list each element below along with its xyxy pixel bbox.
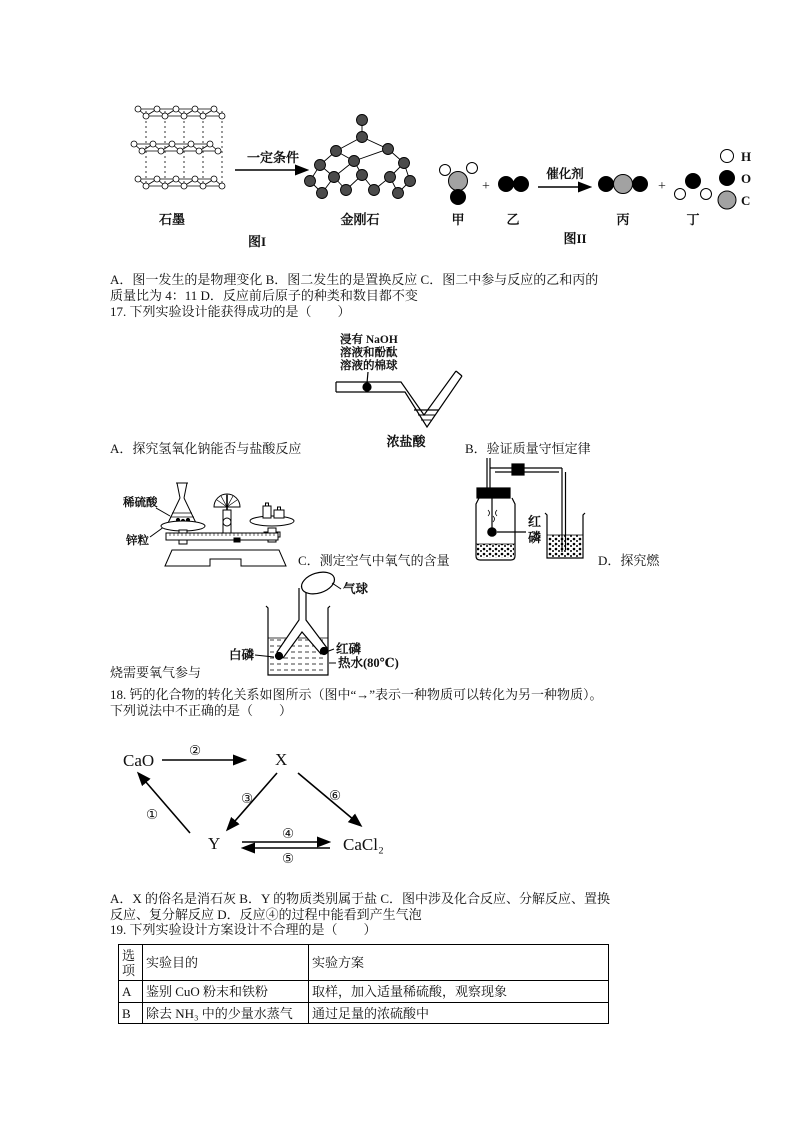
c-atom-icon — [718, 191, 736, 209]
catalyst-label: 催化剂 — [546, 167, 584, 181]
o-atom-icon — [719, 170, 735, 186]
q18-options-line1: A．X 的俗名是消石灰 B．Y 的物质类别属于盐 C．图中涉及化合反应、分解反应、置换 — [110, 891, 611, 906]
atom-legend — [718, 149, 751, 209]
q18-intro-line1: 18. 钙的化合物的转化关系如图所示（图中“→”表示一种物质可以转化为另一种物质）。 — [110, 687, 603, 702]
mol-bing-label: 丙 — [616, 212, 630, 227]
weights — [263, 503, 284, 518]
plus-sign: + — [658, 179, 666, 194]
arrow-6-label: ⑥ — [328, 788, 342, 804]
white-phosphorus-label: 白磷 — [229, 648, 255, 662]
node-x: X — [275, 750, 288, 769]
header-option: 选项 — [119, 945, 143, 981]
h-atom-icon — [721, 150, 734, 163]
graphite-structure — [131, 106, 225, 189]
table-row — [119, 1003, 609, 1024]
q17-option-d: D．探究燃 — [598, 553, 660, 568]
cotton-label-line1: 浸有 NaOH — [340, 334, 398, 346]
arrow-1-label: ① — [145, 807, 159, 823]
legend-o: O — [741, 171, 752, 186]
arrow-4-label: ④ — [281, 826, 295, 842]
cell-option-b: B — [119, 1003, 143, 1024]
diamond-structure — [305, 115, 416, 199]
cell-plan-a: 取样，加入适量稀硫酸，观察现象 — [309, 981, 609, 1003]
q16-options-line1: A．图一发生的是物理变化 B．图二发生的是置换反应 C．图二中参与反应的乙和丙的 — [110, 272, 599, 287]
cell-plan-b: 通过足量的浓硫酸中 — [309, 1003, 609, 1024]
mol-yi-label: 乙 — [506, 212, 520, 227]
node-cacl2: CaCl₂ — [343, 835, 384, 854]
table-header-row — [119, 945, 609, 981]
mol-ding-label: 丁 — [686, 212, 700, 227]
legend-h: H — [741, 149, 752, 164]
molecule-ding — [675, 173, 712, 200]
q18-intro-line2: 下列说法中不正确的是（ ） — [110, 703, 293, 718]
tube-drawing — [336, 371, 462, 427]
red-phosphorus-sample — [321, 648, 328, 655]
graphite-label: 石墨 — [158, 212, 186, 227]
arrow-2-label: ② — [188, 743, 202, 759]
cell-purpose-a: 鉴别 CuO 粉末和铁粉 — [143, 981, 309, 1003]
molecule-jia — [440, 163, 478, 206]
figure-1-graphite-diamond — [110, 93, 450, 258]
plus-sign: + — [482, 179, 490, 194]
dilute-acid-label: 稀硫酸 — [123, 497, 158, 509]
q16-options-line2: 质量比为 4：11 D．反应前后原子的种类和数目都不变 — [110, 288, 418, 303]
figure-2-molecular-reaction — [425, 130, 770, 255]
white-phosphorus-sample — [276, 653, 283, 660]
q18-options-line2: 反应、复分解反应 D．反应④的过程中能看到产生气泡 — [110, 907, 422, 922]
arrow-5-label: ⑤ — [281, 851, 295, 867]
mol-jia-label: 甲 — [451, 212, 465, 227]
balance-drawing — [150, 483, 294, 566]
q17-ytube-apparatus — [226, 570, 476, 685]
q17-option-c: C．测定空气中氧气的含量 — [298, 553, 450, 568]
header-purpose: 实验目的 — [143, 945, 309, 981]
hot-water-label: 热水(80℃) — [338, 656, 399, 670]
legend-c: C — [741, 193, 751, 208]
zinc-label: 锌粒 — [126, 535, 149, 547]
q17-tube-apparatus — [278, 326, 540, 452]
cotton-label-line2: 溶液和酚酞 — [340, 347, 398, 359]
q19-title: 19. 下列实验设计方案设计不合理的是（ ） — [110, 922, 377, 937]
table-row — [119, 981, 609, 1003]
q17-option-b: B．验证质量守恒定律 — [465, 441, 591, 456]
pointer-scale — [214, 494, 240, 533]
figure2-caption: 图II — [563, 231, 587, 246]
condition-label: 一定条件 — [246, 150, 300, 165]
red-phosphorus-label-line2: 磷 — [528, 530, 542, 545]
q17-option-a: A．探究氢氧化钠能否与盐酸反应 — [110, 441, 302, 456]
node-y: Y — [208, 834, 221, 853]
cotton-label-line3: 溶液的棉球 — [340, 360, 398, 372]
cotton-ball — [363, 383, 371, 391]
q18-transformation-diagram — [108, 735, 443, 870]
hcl-label: 浓盐酸 — [386, 434, 426, 449]
figure1-caption: 图I — [247, 234, 267, 249]
cell-option-a: A — [119, 981, 143, 1003]
molecule-bing — [598, 175, 648, 194]
arrow-3-label: ③ — [240, 791, 254, 807]
molecule-yi — [498, 176, 529, 192]
red-phosphorus-label-line1: 红 — [528, 514, 542, 529]
red-phosphorus-label: 红磷 — [336, 642, 362, 656]
q19-table — [118, 944, 609, 1024]
diamond-label: 金刚石 — [340, 212, 380, 227]
node-cao: CaO — [123, 751, 155, 770]
q17-option-d-cont: 烧需要氧气参与 — [110, 665, 202, 680]
cell-purpose-b: 除去 NH₃ 中的少量水蒸气 — [143, 1003, 309, 1024]
ytube-drawing — [255, 570, 341, 675]
q17-title: 17. 下列实验设计能获得成功的是（ ） — [110, 304, 351, 319]
header-plan: 实验方案 — [309, 945, 609, 981]
flask — [168, 483, 196, 523]
balloon-label: 气球 — [343, 582, 369, 596]
